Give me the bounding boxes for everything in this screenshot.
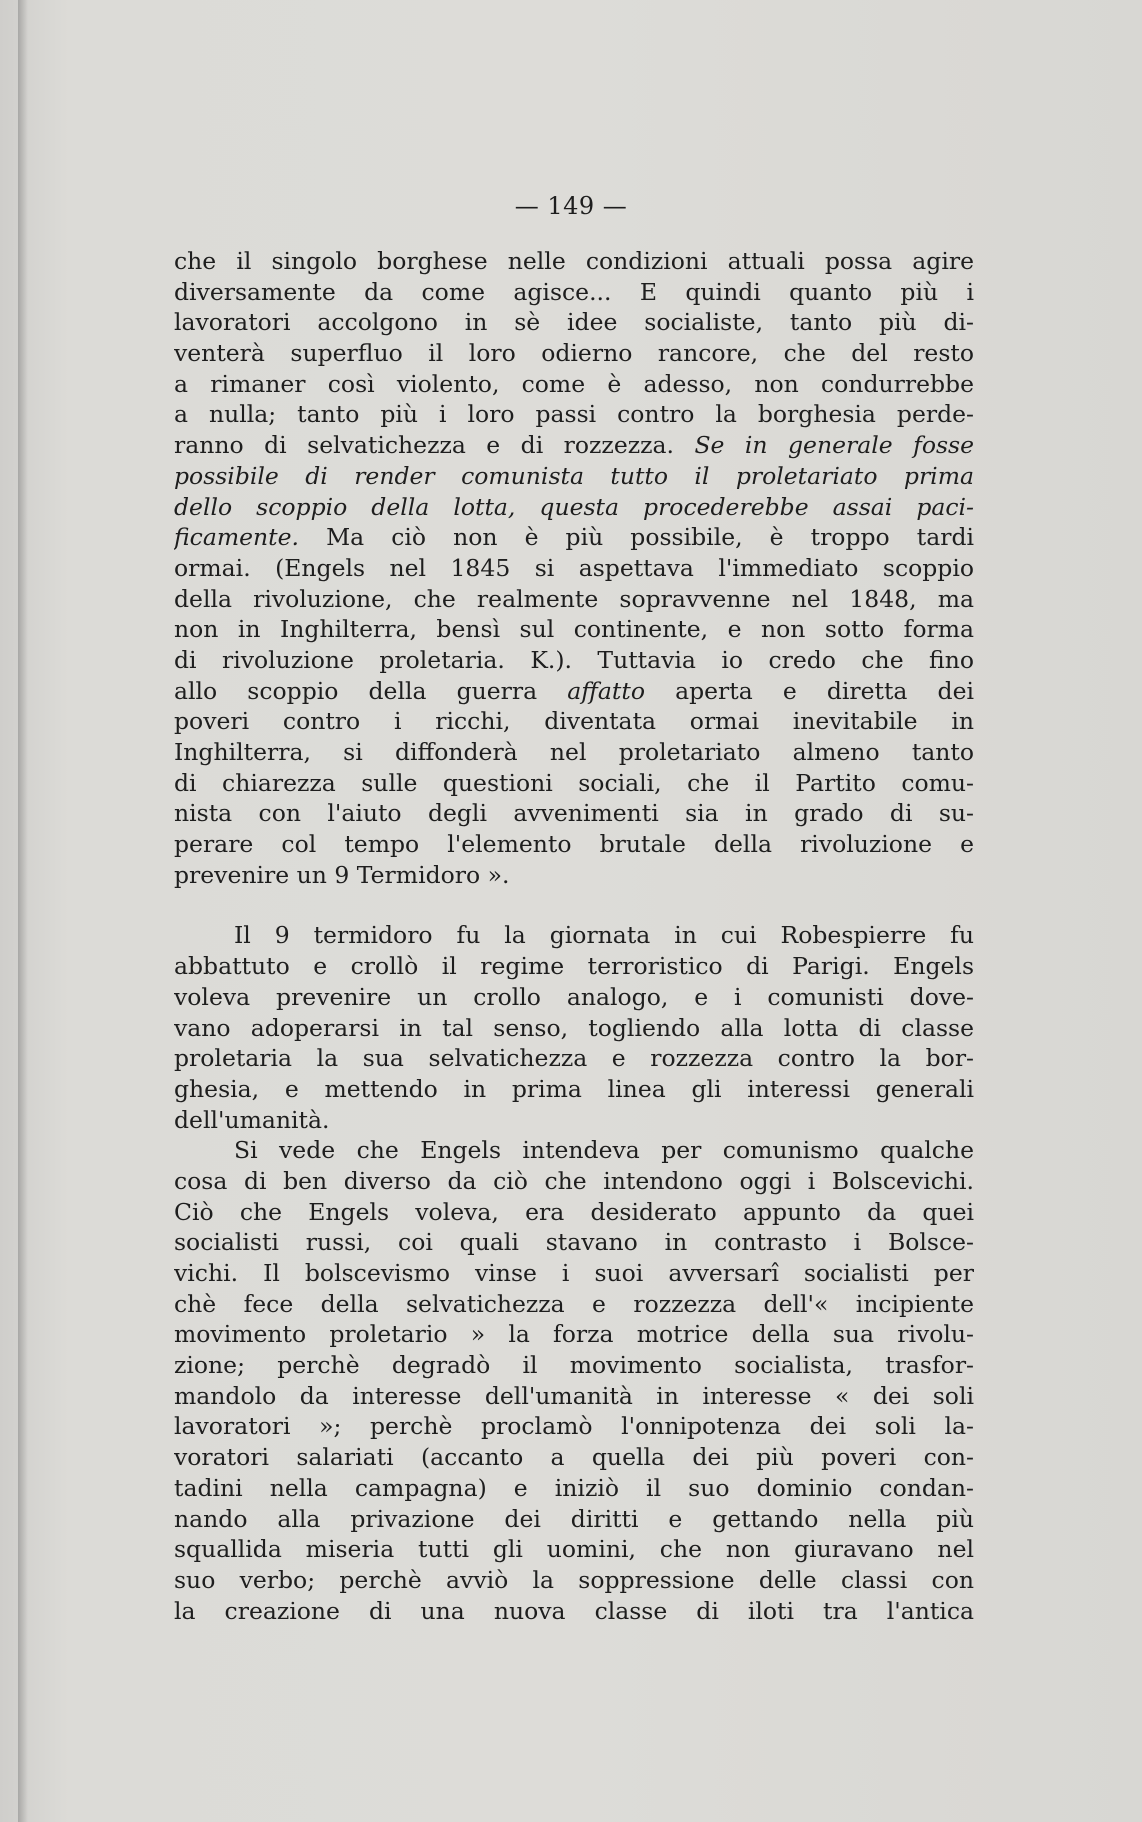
text-line: lavoratori »; perchè proclamò l'onnipotenza dei soli la- [174,1412,974,1441]
text-line: cosa di ben diverso da ciò che intendono oggi i Bolscevichi. [174,1166,974,1195]
page-number: — 149 — [514,192,628,220]
text-line: la creazione di una nuova classe di iloti tra l'antica [174,1596,974,1625]
italic-text: Se in generale fosse [694,431,974,460]
text-line: suo verbo; perchè avviò la soppressione delle classi con [174,1565,974,1594]
text-line: nando alla privazione dei diritti e gettando nella più [174,1504,974,1533]
text-line: allo scoppio della guerra affatto aperta e diretta dei [174,676,974,705]
text-line [174,492,974,523]
text-line: zione; perchè degradò il movimento socialista, trasfor- [174,1351,974,1380]
text-line: diversamente da come agisce... E quindi quanto più i [174,277,974,306]
text-line: ranno di selvatichezza e di rozzezza. Se in generale fosse [174,431,974,460]
paragraph-1 [174,246,974,890]
text-line: a rimaner così violento, come è adesso, non condurrebbe [174,369,974,398]
italic-text: dello scoppio della lotta, questa procederebbe assai paci- [174,492,974,521]
text-line: che il singolo borghese nelle condizioni attuali possa agire [174,247,974,275]
text-line: venterà superfluo il loro odierno rancore, che del resto [174,339,974,368]
text-line: di rivoluzione proletaria. K.). Tuttavia io credo che fino [174,645,974,674]
text-line: di chiarezza sulle questioni sociali, che il Partito comu- [174,768,974,797]
binding-shadow [18,0,28,1822]
text-line [174,461,974,492]
text-line: nista con l'aiuto degli avvenimenti sia in grado di su- [174,799,974,828]
text-line: perare col tempo l'elemento brutale della rivoluzione e [174,830,974,859]
body-text [174,246,974,1626]
italic-text: ficamente. [174,523,299,552]
paragraph-3 [174,1135,974,1626]
text-line: proletaria la sua selvatichezza e rozzezza contro la bor- [174,1044,974,1073]
text-line: chè fece della selvatichezza e rozzezza dell'« incipiente [174,1289,974,1318]
text-line: Inghilterra, si diffonderà nel proletariato almeno tanto [174,738,974,766]
text-line: voratori salariati (accanto a quella dei più poveri con- [174,1443,974,1472]
text-line: della rivoluzione, che realmente sopravvenne nel 1848, ma [174,584,974,613]
paragraph-2 [174,920,974,1135]
italic-text: possibile di render comunista tutto il proletariato prima [174,461,974,490]
text-line: a nulla; tanto più i loro passi contro la borghesia perde- [174,400,974,429]
paragraph-gap [174,890,974,920]
text-line: voleva prevenire un crollo analogo, e i comunisti dove- [174,982,974,1011]
text-line: Si vede che Engels intendeva per comunismo qualche [234,1136,974,1165]
text-line: socialisti russi, coi quali stavano in contrasto i Bolsce- [174,1228,974,1257]
text-line: ficamente. Ma ciò non è più possibile, è troppo tardi [174,523,974,552]
text-line: lavoratori accolgono in sè idee socialiste, tanto più di- [174,308,974,337]
text-line: prevenire un 9 Termidoro ». [174,860,510,889]
text-line: Il 9 termidoro fu la giornata in cui Robespierre fu [234,921,974,950]
text-line: non in Inghilterra, bensì sul continente, e non sotto forma [174,615,974,644]
text-line: tadini nella campagna) e iniziò il suo dominio condan- [174,1473,974,1502]
text-line: vichi. Il bolscevismo vinse i suoi avversarî socialisti per [174,1259,974,1287]
text-line: abbattuto e crollò il regime terroristico di Parigi. Engels [174,952,974,981]
text-line: Ciò che Engels voleva, era desiderato appunto da quei [174,1197,974,1226]
text-line: mandolo da interesse dell'umanità in interesse « dei soli [174,1381,974,1410]
text-line: ormai. (Engels nel 1845 si aspettava l'immediato scoppio [174,553,974,582]
text-line: movimento proletario » la forza motrice della sua rivolu- [174,1320,974,1349]
text-line: ghesia, e mettendo in prima linea gli interessi generali [174,1074,974,1103]
text-line: poveri contro i ricchi, diventata ormai inevitabile in [174,707,974,736]
text-line: squallida miseria tutti gli uomini, che non giuravano nel [174,1535,974,1564]
text-line: vano adoperarsi in tal senso, togliendo alla lotta di classe [174,1013,974,1042]
italic-text: affatto [567,676,645,705]
text-line: dell'umanità. [174,1105,330,1134]
